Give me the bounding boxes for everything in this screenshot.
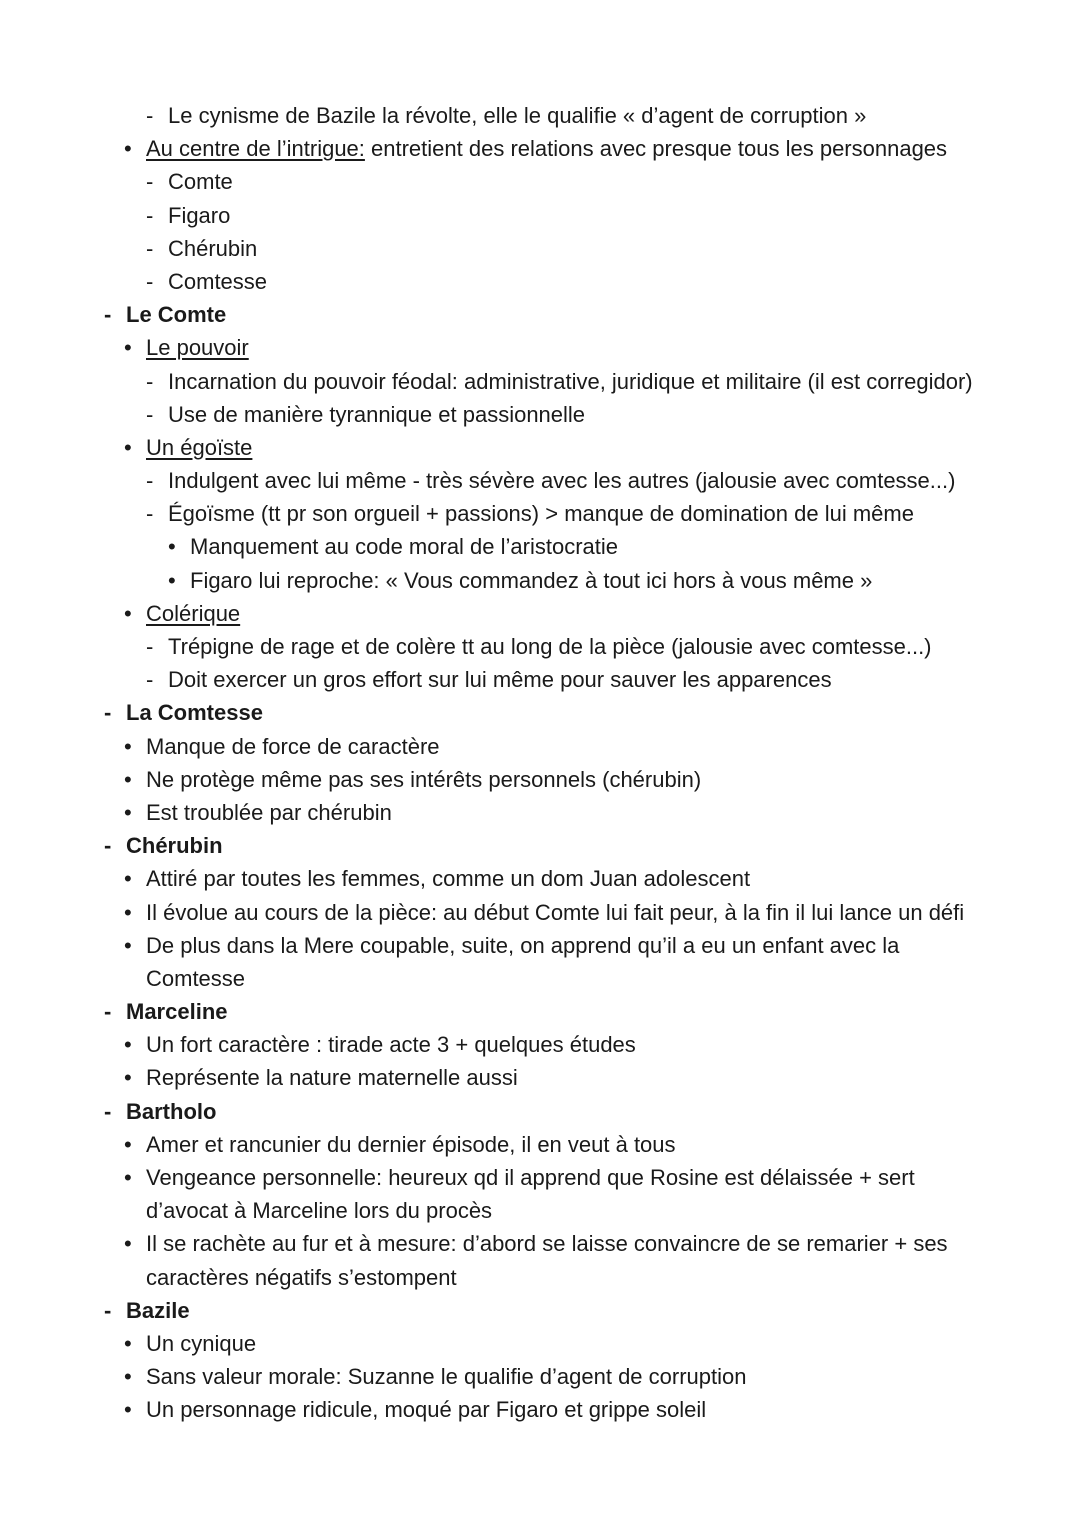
outline-item <box>0 896 1080 929</box>
outline-item <box>0 730 1080 763</box>
item-text <box>146 1028 636 1061</box>
item-text <box>168 663 832 696</box>
bullet-icon: • <box>168 534 176 560</box>
item-text <box>146 962 245 995</box>
item-text <box>146 862 750 895</box>
item-body: La Comtesse <box>126 700 263 726</box>
item-subheading: Le pouvoir <box>146 335 249 361</box>
item-text <box>146 796 392 829</box>
item-body: Le cynisme de Bazile la révolte, elle le qualifie « d’agent de corruption » <box>168 103 867 128</box>
dash-icon: - <box>104 833 112 859</box>
bullet-icon: • <box>124 1131 132 1157</box>
document-page <box>0 99 1080 1427</box>
item-text <box>146 896 964 929</box>
item-text <box>168 199 230 232</box>
outline-item <box>0 1161 1080 1194</box>
item-body: Ne protège même pas ses intérêts personnels (chérubin) <box>146 766 702 792</box>
outline-item <box>0 331 1080 364</box>
outline-item <box>0 763 1080 796</box>
outline-item <box>0 1327 1080 1360</box>
outline-item <box>0 1261 1080 1294</box>
item-text <box>146 1227 948 1260</box>
bullet-icon: • <box>168 567 176 593</box>
outline-item <box>0 265 1080 298</box>
dash-icon: - <box>146 235 154 261</box>
item-text <box>126 995 228 1028</box>
item-body: Vengeance personnelle: heureux qd il apprend que Rosine est délaissée + sert <box>146 1165 915 1190</box>
dash-icon: - <box>146 468 154 494</box>
item-text <box>126 1095 216 1128</box>
section-heading <box>0 696 1080 729</box>
item-text <box>168 464 955 497</box>
item-body: Doit exercer un gros effort sur lui même pour sauver les apparences <box>168 667 832 693</box>
bullet-icon: • <box>124 335 132 361</box>
bullet-icon: • <box>124 1397 132 1423</box>
bullet-icon: • <box>124 866 132 892</box>
item-body: Un fort caractère : tirade acte 3 + quelques études <box>146 1032 636 1058</box>
item-body: Il se rachète au fur et à mesure: d’abord se laisse convaincre de se remarier + ses <box>146 1231 948 1257</box>
dash-icon: - <box>146 634 154 659</box>
item-text <box>168 165 233 198</box>
item-subheading: Un égoïste <box>146 434 253 460</box>
item-body: Le Comte <box>126 302 227 328</box>
outline-item <box>0 1061 1080 1094</box>
dash-icon: - <box>146 103 154 128</box>
item-text <box>168 265 267 298</box>
outline-item <box>0 1227 1080 1260</box>
item-text <box>126 829 223 862</box>
section-heading <box>0 829 1080 862</box>
bullet-icon: • <box>124 733 132 759</box>
dash-icon: - <box>104 700 112 726</box>
bullet-icon: • <box>124 1231 132 1257</box>
bullet-icon: • <box>124 1065 132 1091</box>
item-body: Est troublée par chérubin <box>146 799 392 825</box>
item-text <box>146 1327 256 1360</box>
bullet-icon: • <box>124 899 132 925</box>
item-body: Amer et rancunier du dernier épisode, il en veut à tous <box>146 1131 676 1157</box>
dash-icon: - <box>146 268 154 294</box>
item-body: Figaro lui reproche: « Vous commandez à tout ici hors à vous même » <box>190 567 873 593</box>
item-text <box>168 99 866 132</box>
outline-item <box>0 1393 1080 1426</box>
item-body: Bazile <box>126 1297 190 1323</box>
outline-item <box>0 365 1080 398</box>
outline-item <box>0 431 1080 464</box>
dash-icon: - <box>146 667 154 693</box>
outline-item <box>0 199 1080 232</box>
bullet-icon: • <box>124 1165 132 1190</box>
bullet-icon: • <box>124 1330 132 1356</box>
dash-icon: - <box>146 501 154 527</box>
dash-icon: - <box>146 202 154 228</box>
item-body: Chérubin <box>168 235 258 261</box>
outline-item <box>0 962 1080 995</box>
item-body: caractères négatifs s’estompent <box>146 1264 457 1290</box>
outline-item <box>0 99 1080 132</box>
item-text <box>146 1061 518 1094</box>
dash-icon: - <box>104 999 112 1025</box>
outline-item <box>0 1360 1080 1393</box>
section-heading <box>0 1294 1080 1327</box>
item-body: Attiré par toutes les femmes, comme un dom Juan adolescent <box>146 866 751 892</box>
section-heading <box>0 298 1080 331</box>
item-text <box>168 630 932 663</box>
outline-item <box>0 630 1080 663</box>
item-body: Marceline <box>126 999 228 1025</box>
outline-item <box>0 564 1080 597</box>
item-body: Manquement au code moral de l’aristocratie <box>190 534 619 560</box>
item-subheading: Colérique <box>146 600 241 626</box>
section-heading <box>0 995 1080 1028</box>
bullet-icon: • <box>124 932 132 958</box>
outline-item <box>0 165 1080 198</box>
item-text <box>190 530 618 563</box>
dash-icon: - <box>104 302 112 328</box>
dash-icon: - <box>104 1297 112 1323</box>
item-text <box>168 365 973 398</box>
item-text <box>146 431 252 464</box>
item-body: Comte <box>168 169 233 195</box>
item-text <box>190 564 872 597</box>
item-text <box>168 398 585 431</box>
outline-item <box>0 597 1080 630</box>
item-body: Figaro <box>168 202 231 228</box>
item-text <box>126 298 226 331</box>
item-body: entretient des relations avec presque tous les personnages <box>364 136 948 162</box>
item-body: Trépigne de rage et de colère tt au long de la pièce (jalousie avec comtesse...) <box>168 634 932 659</box>
bullet-icon: • <box>124 1364 132 1390</box>
item-body: Il évolue au cours de la pièce: au début Comte lui fait peur, à la fin il lui lance un défi <box>146 899 965 925</box>
item-body: Comtesse <box>146 965 246 991</box>
item-text <box>168 232 257 265</box>
item-body: Représente la nature maternelle aussi <box>146 1065 518 1091</box>
item-text <box>146 132 947 165</box>
item-text <box>126 1294 190 1327</box>
section-heading <box>0 1095 1080 1128</box>
item-body: Incarnation du pouvoir féodal: administrative, juridique et militaire (il est corregidor) <box>168 368 973 394</box>
item-body: Bartholo <box>126 1098 217 1124</box>
bullet-icon: • <box>124 434 132 460</box>
outline-item <box>0 530 1080 563</box>
item-body: d’avocat à Marceline lors du procès <box>146 1198 493 1224</box>
item-text <box>146 1128 676 1161</box>
bullet-icon: • <box>124 136 132 162</box>
item-body: Un cynique <box>146 1330 257 1356</box>
item-text <box>146 1261 457 1294</box>
item-body: De plus dans la Mere coupable, suite, on apprend qu’il a eu un enfant avec la <box>146 932 900 958</box>
item-text <box>146 1161 915 1194</box>
dash-icon: - <box>104 1098 112 1124</box>
bullet-icon: • <box>124 600 132 626</box>
item-text <box>146 1194 492 1227</box>
item-text <box>168 497 914 530</box>
outline-item <box>0 1194 1080 1227</box>
item-text <box>146 730 440 763</box>
outline-item <box>0 796 1080 829</box>
item-body: Manque de force de caractère <box>146 733 440 759</box>
item-body: Chérubin <box>126 833 223 859</box>
bullet-icon: • <box>124 799 132 825</box>
outline-item <box>0 663 1080 696</box>
item-text <box>146 331 249 364</box>
item-text <box>146 763 701 796</box>
outline-item <box>0 132 1080 165</box>
item-text <box>146 1393 706 1426</box>
outline-item <box>0 232 1080 265</box>
item-body: Indulgent avec lui même - très sévère avec les autres (jalousie avec comtesse...) <box>168 468 956 494</box>
dash-icon: - <box>146 169 154 195</box>
item-body: Un personnage ridicule, moqué par Figaro et grippe soleil <box>146 1397 707 1423</box>
outline-item <box>0 464 1080 497</box>
item-body: Égoïsme (tt pr son orgueil + passions) > manque de domination de lui même <box>168 501 914 527</box>
item-subheading: Au centre de l’intrigue: <box>146 136 365 162</box>
outline-item <box>0 929 1080 962</box>
item-text <box>146 929 899 962</box>
outline-item <box>0 1128 1080 1161</box>
outline-item <box>0 1028 1080 1061</box>
item-text <box>126 696 263 729</box>
outline-item <box>0 497 1080 530</box>
dash-icon: - <box>146 368 154 394</box>
item-body: Sans valeur morale: Suzanne le qualifie d’agent de corruption <box>146 1364 747 1390</box>
outline-item <box>0 398 1080 431</box>
item-text <box>146 597 240 630</box>
bullet-icon: • <box>124 766 132 792</box>
item-text <box>146 1360 747 1393</box>
item-body: Comtesse <box>168 268 268 294</box>
outline-item <box>0 862 1080 895</box>
dash-icon: - <box>146 401 154 427</box>
item-body: Use de manière tyrannique et passionnelle <box>168 401 586 427</box>
bullet-icon: • <box>124 1032 132 1058</box>
